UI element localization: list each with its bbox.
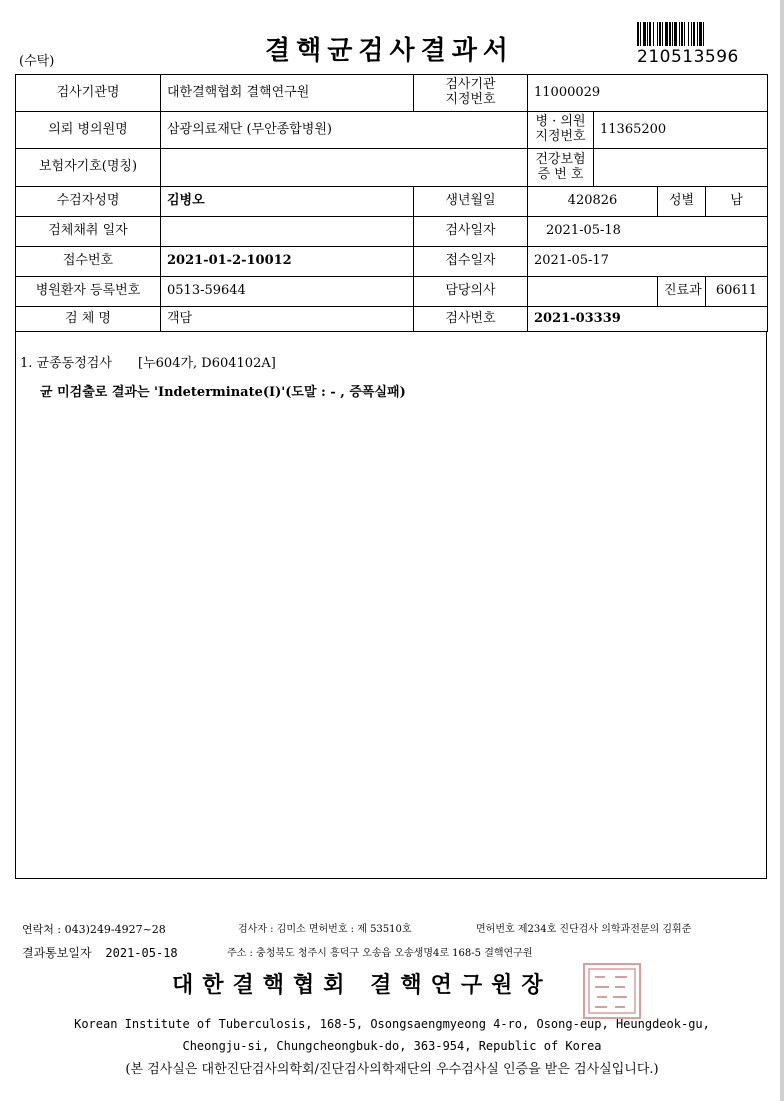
info-table [15, 74, 768, 332]
result-item-title: 1. 균종동정검사 [20, 356, 112, 371]
row-dates [16, 217, 768, 247]
certification-note: (본 검사실은 대한진단검사의학회/진단검사의학재단의 우수검사실 인증을 받은 검사실입니다.) [125, 1062, 659, 1077]
patient-name-value: 김병오 [161, 187, 414, 217]
receipt-date-label: 접수일자 [414, 247, 528, 277]
specimen-label: 검 체 명 [16, 307, 161, 332]
sex-label: 성별 [658, 187, 706, 217]
barcode-image [637, 22, 749, 46]
notify-date: 2021-05-18 [105, 946, 178, 960]
insurer-value [161, 149, 528, 187]
row-patient [16, 187, 768, 217]
collect-date-label: 검체채취 일자 [16, 217, 161, 247]
row-specimen [16, 307, 768, 332]
english-address-line1: Korean Institute of Tuberculosis, 168-5, Osongsaengmyeong 4-ro, Osong-eup, Heungdeok-gu, [74, 1017, 710, 1031]
address-text: 주소 : 충청북도 청주시 흥덕구 오송읍 오송생명4로 168-5 결핵연구원 [227, 948, 533, 959]
specimen-value: 객담 [161, 307, 414, 332]
test-no-value: 2021-03339 [528, 307, 768, 332]
specialist-text: 면허번호 제234호 진단검사 의학과전문의 김휘준 [476, 924, 692, 935]
doctor-label: 담당의사 [414, 277, 528, 307]
clinic-id-label: 병 · 의원 지정번호 [528, 112, 594, 149]
row-requester [16, 112, 768, 149]
hospital-reg-value: 0513-59644 [161, 277, 414, 307]
status-label: (수탁) [19, 54, 55, 69]
clinic-id-value: 11365200 [594, 112, 768, 149]
notify-date-line [22, 944, 178, 961]
birth-value: 420826 [528, 187, 658, 217]
receipt-no-value: 2021-01-2-10012 [161, 247, 414, 277]
official-seal-stamp [583, 963, 641, 1019]
examiner-text: 검사자 : 김미소 면허번호 : 제 53510호 [238, 924, 412, 935]
test-no-label: 검사번호 [414, 307, 528, 332]
result-item-code: [누604가, D604102A] [138, 356, 276, 371]
requester-label: 의뢰 병의원명 [16, 112, 161, 149]
birth-label: 생년월일 [414, 187, 528, 217]
row-institution [16, 75, 768, 112]
results-box [15, 331, 767, 879]
dept-label: 진료과 [658, 277, 706, 307]
organization-name: 대한결핵협회 결핵연구원장 [172, 972, 552, 998]
barcode-number: 210513596 [637, 47, 739, 67]
contact-text: 연락처 : 043)249-4927~28 [22, 923, 166, 936]
dept-value: 60611 [706, 277, 768, 307]
test-date-value: 2021-05-18 [528, 217, 768, 247]
patient-name-label: 수검자성명 [16, 187, 161, 217]
row-insurer [16, 149, 768, 187]
row-hospital [16, 277, 768, 307]
sex-value: 남 [706, 187, 768, 217]
row-receipt [16, 247, 768, 277]
hospital-reg-label: 병원환자 등록번호 [16, 277, 161, 307]
result-item-detail: 균 미검출로 결과는 'Indeterminate(I)'(도말 : - , 증폭실패) [40, 385, 406, 400]
health-ins-value [594, 149, 768, 187]
doctor-value [528, 277, 658, 307]
window-scrollbar-edge [780, 0, 784, 1101]
requester-value: 삼광의료재단 (무안종합병원) [161, 112, 528, 149]
english-address-line2: Cheongju-si, Chungcheongbuk-do, 363-954, Republic of Korea [182, 1039, 602, 1053]
collect-date-value [161, 217, 414, 247]
test-date-label: 검사일자 [414, 217, 528, 247]
institution-label: 검사기관명 [16, 75, 161, 112]
institution-id-label: 검사기관 지정번호 [414, 75, 528, 112]
health-ins-label: 건강보험 증 번 호 [528, 149, 594, 187]
institution-id-value: 11000029 [528, 75, 768, 112]
insurer-label: 보험자기호(명칭) [16, 149, 161, 187]
result-item [20, 352, 276, 371]
institution-value: 대한결핵협회 결핵연구원 [161, 75, 414, 112]
receipt-no-label: 접수번호 [16, 247, 161, 277]
receipt-date-value: 2021-05-17 [528, 247, 768, 277]
notify-label: 결과통보일자 [22, 946, 92, 960]
document-title: 결핵균검사결과서 [265, 36, 514, 66]
